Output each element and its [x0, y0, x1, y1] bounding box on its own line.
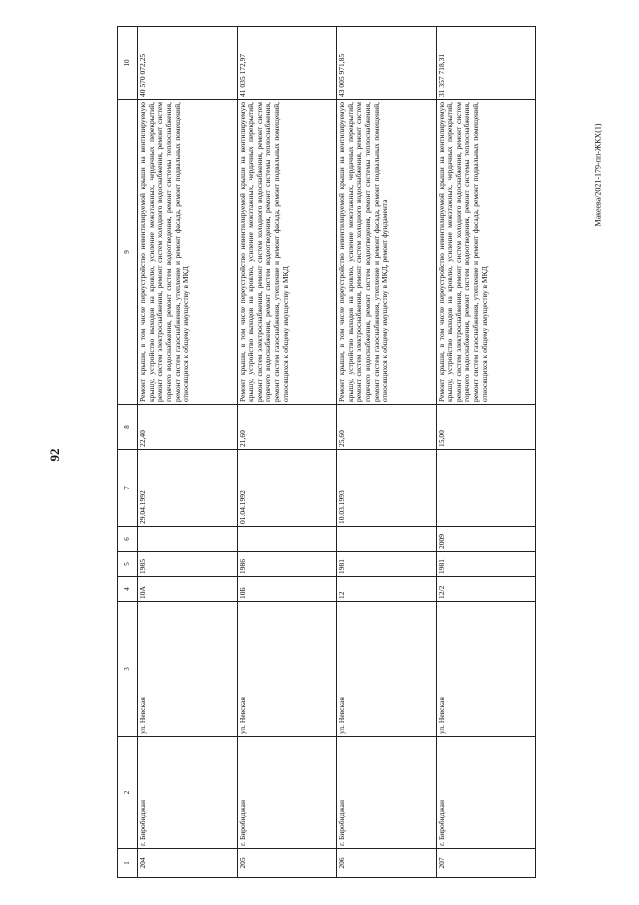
street-cell: ул. Невская — [237, 602, 337, 737]
date-cell: 01.04.1992 — [237, 450, 337, 527]
wear-cell: 25,60 — [337, 405, 437, 450]
cost-cell: 43 005 971,85 — [337, 27, 437, 100]
city-cell: г. Биробиджан — [436, 737, 536, 849]
cost-cell: 31 357 718,31 — [436, 27, 536, 100]
street-cell: ул. Невская — [436, 602, 536, 737]
house-cell: 12/2 — [436, 577, 536, 602]
row-number: 206 — [337, 849, 437, 878]
wear-cell: 22,40 — [138, 405, 238, 450]
house-cell: 10Б — [237, 577, 337, 602]
column-header: 8 — [118, 405, 138, 450]
date-cell — [436, 450, 536, 527]
year-cell: 1981 — [436, 552, 536, 577]
column-header: 3 — [118, 602, 138, 737]
column-header: 4 — [118, 577, 138, 602]
col6-cell — [138, 527, 238, 552]
col6-cell — [337, 527, 437, 552]
year-cell: 1986 — [237, 552, 337, 577]
header-row — [118, 27, 138, 878]
rotated-table-container — [117, 27, 536, 878]
col6-cell: 2009 — [436, 527, 536, 552]
row-number: 204 — [138, 849, 238, 878]
column-header: 10 — [118, 27, 138, 100]
house-cell: 12 — [337, 577, 437, 602]
column-header: 1 — [118, 849, 138, 878]
wear-cell: 15,00 — [436, 405, 536, 450]
cost-cell: 41 035 172,97 — [237, 27, 337, 100]
footer-reference — [588, 120, 608, 230]
col6-cell — [237, 527, 337, 552]
city-cell: г. Биробиджан — [138, 737, 238, 849]
footer-text: Макеева/2021-179-пп-ЖКХ(1) — [593, 123, 603, 227]
city-cell: г. Биробиджан — [237, 737, 337, 849]
house-cell: 10А — [138, 577, 238, 602]
column-header: 5 — [118, 552, 138, 577]
column-header: 2 — [118, 737, 138, 849]
description-cell: Ремонт крыши, в том числе переустройство невентилируемой крыши на вентилируемую крышу, устройство выходов на кровлю, усиление межэтажных, чердачных перекрытий, ремонт систем электроснабжения, ремонт систем холодного водоснабжения, ремонт систем горячего водоснабжения, ремонт систем водоотведения, ремонт системы теплоснабжения, ремонт систем газоснабжения, утепление и ремонт фасада, ремонт подвальных помещений, относящихся к общему имуществу в МКД — [436, 100, 536, 405]
page-number — [45, 440, 65, 470]
description-cell: Ремонт крыши, в том числе переустройство невентилируемой крыши на вентилируемую крышу, устройство выходов на кровлю, усиление межэтажных, чердачных перекрытий, ремонт систем электроснабжения, ремонт систем холодного водоснабжения, ремонт систем горячего водоснабжения, ремонт систем водоотведения, ремонт системы теплоснабжения, ремонт систем газоснабжения, утепление и ремонт фасада, ремонт подвальных помещений, относящихся к общему имуществу в МКД — [138, 100, 238, 405]
column-header: 9 — [118, 100, 138, 405]
year-cell: 1985 — [138, 552, 238, 577]
wear-cell: 21,60 — [237, 405, 337, 450]
table-body — [118, 27, 536, 878]
description-cell: Ремонт крыши, в том числе переустройство невентилируемой крыши на вентилируемую крышу, устройство выходов на кровлю, усиление межэтажных, чердачных перекрытий, ремонт систем электроснабжения, ремонт систем холодного водоснабжения, ремонт систем горячего водоснабжения, ремонт систем водоотведения, ремонт системы теплоснабжения, ремонт систем газоснабжения, утепление и ремонт фасада, ремонт подвальных помещений, относящихся к общему имуществу в МКД — [237, 100, 337, 405]
cost-cell: 40 570 072,25 — [138, 27, 238, 100]
table-row — [138, 27, 238, 878]
street-cell: ул. Невская — [138, 602, 238, 737]
date-cell: 10.03.1993 — [337, 450, 437, 527]
city-cell: г. Биробиджан — [337, 737, 437, 849]
row-number: 205 — [237, 849, 337, 878]
column-header: 7 — [118, 450, 138, 527]
year-cell: 1981 — [337, 552, 437, 577]
table-row — [436, 27, 536, 878]
table-row — [337, 27, 437, 878]
table-row — [237, 27, 337, 878]
row-number: 207 — [436, 849, 536, 878]
description-cell: Ремонт крыши, в том числе переустройство невентилируемой крыши на вентилируемую крышу, устройство выходов на кровлю, усиление межэтажных, чердачных перекрытий, ремонт систем электроснабжения, ремонт систем холодного водоснабжения, ремонт систем горячего водоснабжения, ремонт систем водоотведения, ремонт системы теплоснабжения, ремонт систем газоснабжения, утепление и ремонт фасада, ремонт подвальных помещений, относящихся к общему имуществу в МКД, ремонт фундамента — [337, 100, 437, 405]
date-cell: 29.04.1992 — [138, 450, 238, 527]
repair-schedule-table — [117, 26, 536, 878]
page-number-text: 92 — [47, 448, 62, 462]
street-cell: ул. Невская — [337, 602, 437, 737]
column-header: 6 — [118, 527, 138, 552]
